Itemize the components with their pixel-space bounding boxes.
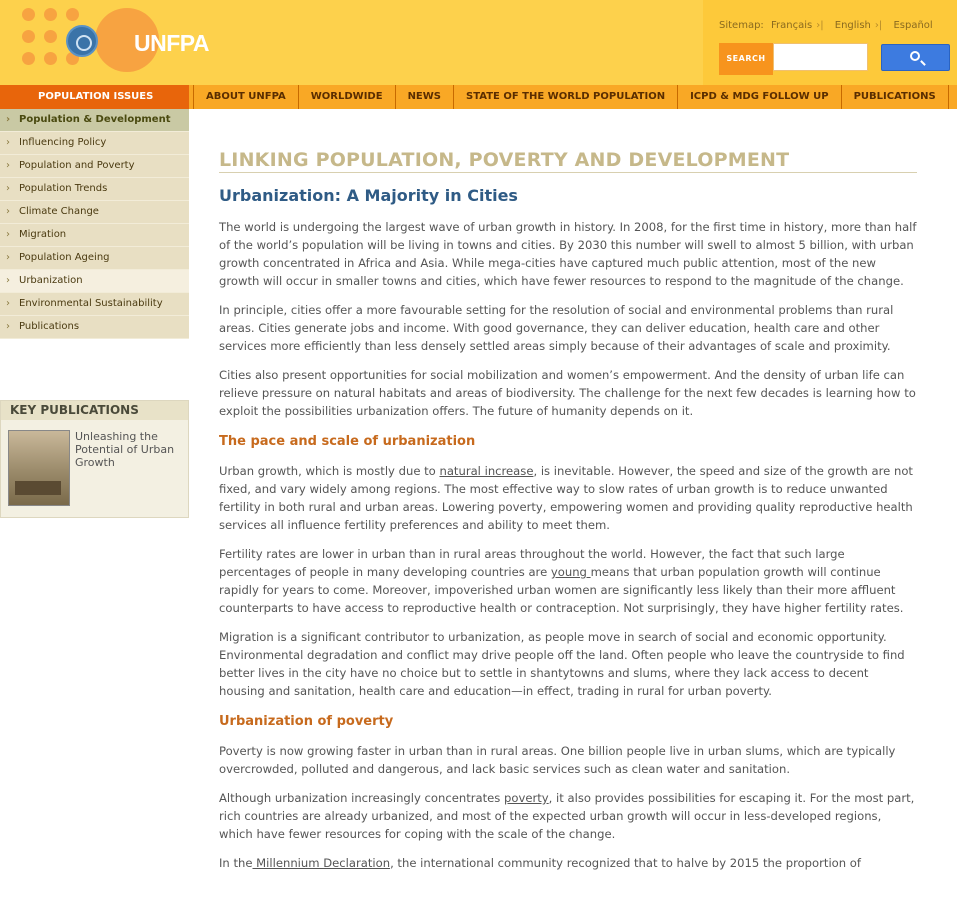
sidebar	[0, 109, 189, 339]
lang-spanish[interactable]: Español	[893, 20, 933, 31]
publication-title-link[interactable]: Unleashing the Potential of Urban Growth	[75, 430, 175, 469]
sidebar-item-urbanization[interactable]: › Urbanization	[0, 270, 189, 293]
un-globe-icon	[66, 25, 98, 57]
natural-increase-link[interactable]: natural increase	[439, 464, 534, 478]
sidebar-item-population-poverty[interactable]: › Population and Poverty	[0, 155, 189, 178]
paragraph-4: Urban growth, which is mostly due to natural increase, is inevitable. However, the speed and size of the growth are not fixed, and vary widely among regions. The most effective way to slow rates of urban growth is to reduce unwanted fertility in both rural and urban areas. Lowering poverty, empowering women and providing quality reproductive health services all influence fertility preferences and ability to meet them.	[219, 464, 913, 532]
young-link[interactable]: young	[550, 565, 591, 579]
paragraph-5: Fertility rates are lower in urban than in rural areas throughout the world. However, the fact that such large percentages of people in many developing countries are young means that urban population growth will continue rapidly for years to come. Moreover, impoverished urban women are significantly less likely than their more affluent counterparts to have access to reproductive health or contraception. Not surprisingly, they have higher fertility rates.	[219, 547, 904, 615]
sidebar-item-climate-change[interactable]: › Climate Change	[0, 201, 189, 224]
millennium-declaration-link[interactable]: Millennium Declaration	[252, 856, 391, 870]
key-publications-box	[0, 400, 189, 518]
nav-icpd-mdg[interactable]: ICPD & MDG FOLLOW UP	[678, 85, 842, 109]
search-label: SEARCH	[719, 43, 773, 75]
nav-about-unfpa[interactable]: ABOUT UNFPA	[193, 85, 299, 109]
search-icon	[910, 51, 920, 61]
sidebar-item-population-development[interactable]: › Population & Development	[0, 109, 189, 132]
unfpa-logo[interactable]	[61, 6, 210, 72]
paragraph-9: In the Millennium Declaration, the international community recognized that to halve by 2015 the proportion of	[219, 856, 861, 870]
sidebar-item-publications[interactable]: › Publications	[0, 316, 189, 339]
nav-worldwide[interactable]: WORLDWIDE	[299, 85, 396, 109]
paragraph-3: Cities also present opportunities for social mobilization and women’s empowerment. And the density of urban life can relieve pressure on natural habitats and areas of biodiversity. The challenge for the next few decades is learning how to exploit the possibilities urbanization offers. The future of humanity depends on it.	[219, 368, 916, 418]
paragraph-6: Migration is a significant contributor to urbanization, as people move in search of social and economic opportunity. Environmental degradation and conflict may drive people off the land. Often people who leave the countryside to find better lives in the city have no choice but to settle in shantytowns and slums, where they lack access to decent housing and sanitation, health care and education—in effect, trading in rural for urban poverty.	[219, 630, 905, 698]
nav-publications[interactable]: PUBLICATIONS	[842, 85, 949, 109]
nav-state-of-world-population[interactable]: STATE OF THE WORLD POPULATION	[454, 85, 678, 109]
sidebar-item-migration[interactable]: › Migration	[0, 224, 189, 247]
article-subtitle: Urbanization: A Majority in Cities	[219, 186, 518, 205]
lang-french[interactable]: Français	[770, 20, 813, 31]
section-heading-pace: The pace and scale of urbanization	[219, 434, 476, 449]
search-input[interactable]	[773, 43, 868, 71]
sitemap-link[interactable]: Sitemap:	[719, 20, 764, 31]
top-nav	[193, 85, 949, 109]
poverty-link[interactable]: poverty	[504, 791, 549, 805]
main-content	[219, 148, 917, 872]
lang-english[interactable]: English	[834, 20, 871, 31]
sidebar-item-population-ageing[interactable]: › Population Ageing	[0, 247, 189, 270]
sidebar-item-population-trends[interactable]: › Population Trends	[0, 178, 189, 201]
section-heading-poverty: Urbanization of poverty	[219, 714, 394, 729]
nav-news[interactable]: NEWS	[396, 85, 454, 109]
search-button[interactable]	[881, 44, 950, 71]
publication-cover-image[interactable]	[8, 430, 70, 506]
key-publications-title: KEY PUBLICATIONS	[1, 401, 188, 420]
language-links: Sitemap: Français ›| English ›| Español	[719, 20, 933, 31]
sidebar-item-influencing-policy[interactable]: › Influencing Policy	[0, 132, 189, 155]
paragraph-8: Although urbanization increasingly concentrates poverty, it also provides possibilities for escaping it. For the most part, rich countries are already urbanized, and most of the expected urban growth will occur in less-developed regions, which have fewer resources for coping with the scale of the change.	[219, 791, 915, 841]
nav-population-issues[interactable]: POPULATION ISSUES	[0, 85, 189, 109]
paragraph-7: Poverty is now growing faster in urban than in rural areas. One billion people live in urban slums, which are typically overcrowded, polluted and dangerous, and lack basic services such as clean water and sanitation.	[219, 744, 896, 776]
page-title: LINKING POPULATION, POVERTY AND DEVELOPMENT	[219, 148, 917, 173]
sidebar-item-environmental-sustainability[interactable]: › Environmental Sustainability	[0, 293, 189, 316]
paragraph-2: In principle, cities offer a more favourable setting for the resolution of social and environmental problems than rural areas. Cities generate jobs and income. With good governance, they can deliver education, health care and other services more efficiently than less densely settled areas simply because of their advantages of scale and proximity.	[219, 303, 894, 353]
paragraph-1: The world is undergoing the largest wave of urban growth in history. In 2008, for the first time in history, more than half of the world’s population will be living in towns and cities. By 2030 this number will swell to almost 5 billion, with urban growth concentrated in Africa and Asia. While mega-cities have captured much public attention, most of the new growth will occur in smaller towns and cities, which have fewer resources to respond to the magnitude of the change.	[219, 220, 917, 288]
logo-text: UNFPA	[134, 30, 210, 56]
